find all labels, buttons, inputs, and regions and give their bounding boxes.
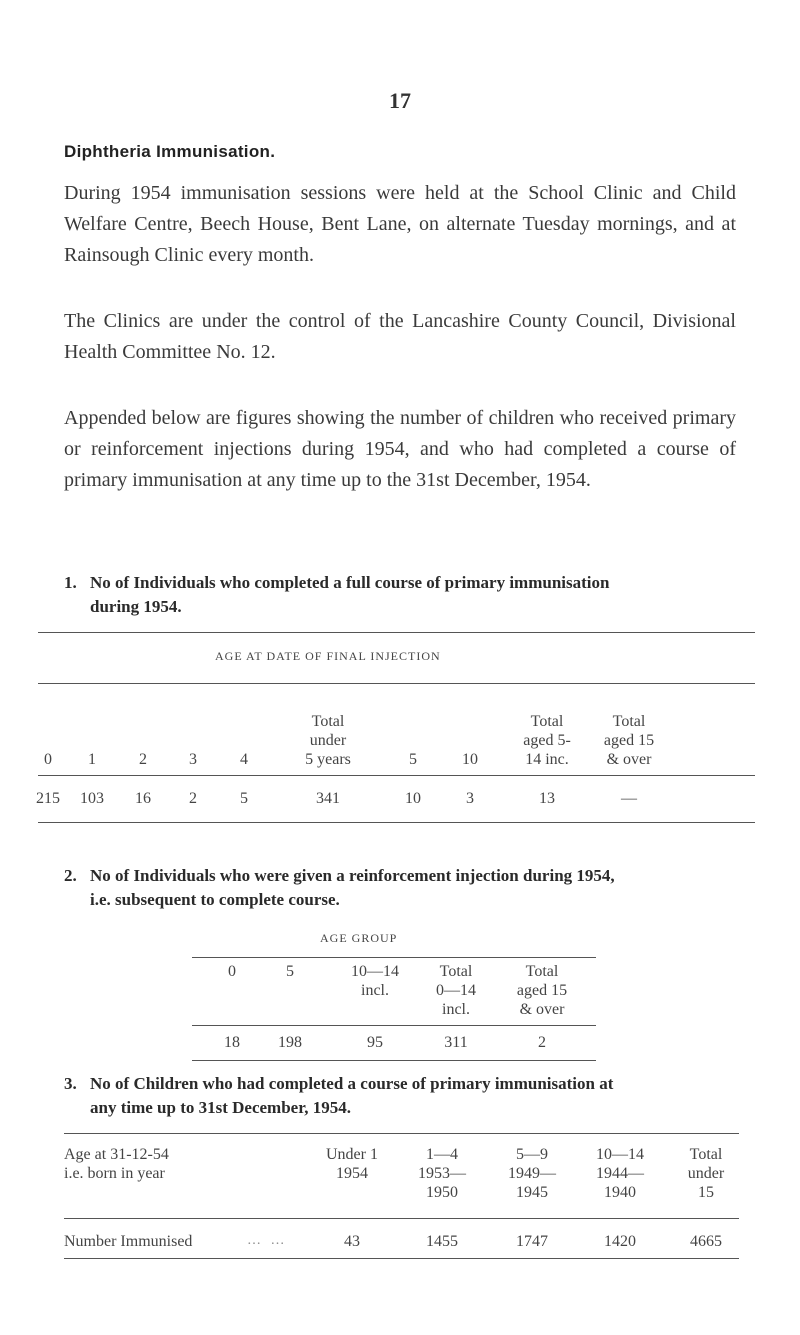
table-1-top-rule bbox=[38, 632, 755, 633]
table-2-value-cell: 198 bbox=[278, 1034, 302, 1051]
table-3-value-cell: 1747 bbox=[516, 1233, 548, 1250]
table-1-header-cell: 5 bbox=[409, 751, 417, 768]
table-3-header-cell: 1—4 1953— 1950 bbox=[418, 1146, 466, 1201]
table-1-header-cell: 4 bbox=[240, 751, 248, 768]
table-1-header-cell: Total aged 5- 14 inc. bbox=[523, 713, 571, 768]
table-1-value-cell: 103 bbox=[80, 790, 104, 807]
section-3-title-line1: No of Children who had completed a course of primary immunisation at bbox=[90, 1074, 614, 1093]
section-heading: Diphtheria Immunisation. bbox=[64, 142, 276, 161]
table-1-value-cell: 341 bbox=[316, 790, 340, 807]
table-3-bottom-rule bbox=[64, 1258, 739, 1259]
table-1-value-cell: 215 bbox=[36, 790, 60, 807]
paragraph-appended: Appended below are figures showing the number of children who received primary or reinforcement injections during 1954, and who had completed a course of primary immunisation at any time up to the 31st December, 1954. bbox=[64, 407, 736, 491]
table-2-value-cell: 2 bbox=[538, 1034, 546, 1051]
table-1-value-cell: 10 bbox=[405, 790, 421, 807]
section-1-number: 1. bbox=[64, 573, 77, 592]
table-3-value-cell: 1420 bbox=[604, 1233, 636, 1250]
table-3-row-label-age: Age at 31-12-54 i.e. born in year bbox=[64, 1146, 169, 1182]
section-3-title bbox=[64, 1072, 744, 1120]
page-number: 17 bbox=[389, 88, 411, 113]
table-3-value-cell: 1455 bbox=[426, 1233, 458, 1250]
table-1-value-cell: — bbox=[621, 790, 637, 807]
table-3-header-rule bbox=[64, 1218, 739, 1219]
section-1-title bbox=[64, 571, 744, 619]
table-1-caption-rule bbox=[38, 683, 755, 684]
table-3-header-cell: 10—14 1944— 1940 bbox=[596, 1146, 644, 1201]
table-1-value-cell: 2 bbox=[189, 790, 197, 807]
table-2-bottom-rule bbox=[192, 1060, 596, 1061]
section-2-title bbox=[64, 864, 744, 912]
paragraph-sessions: During 1954 immunisation sessions were held at the School Clinic and Child Welfare Centre, Beech House, Bent Lane, on alternate Tuesday mornings, and at Rainsough Clinic every month. bbox=[64, 182, 736, 266]
table-1-header-cell: 1 bbox=[88, 751, 96, 768]
table-2-header-cell: 0 bbox=[228, 963, 236, 980]
table-1-header-cell: 10 bbox=[462, 751, 478, 768]
table-1-caption: AGE AT DATE OF FINAL INJECTION bbox=[215, 649, 441, 663]
table-2-value-cell: 18 bbox=[224, 1034, 240, 1051]
table-1-header-rule bbox=[38, 775, 755, 776]
table-1-header-cell: 2 bbox=[139, 751, 147, 768]
section-3-title-line2: any time up to 31st December, 1954. bbox=[90, 1098, 351, 1117]
table-2-top-rule bbox=[192, 957, 596, 958]
table-3-header-cell: Under 1 1954 bbox=[326, 1146, 378, 1182]
table-3-header-cell: Total under 15 bbox=[687, 1146, 725, 1201]
table-1-value-cell: 13 bbox=[539, 790, 555, 807]
section-1-title-line2: during 1954. bbox=[90, 597, 182, 616]
table-2-header-cell: Total 0—14 incl. bbox=[436, 963, 476, 1018]
table-3-top-rule bbox=[64, 1133, 739, 1134]
table-3-value-cell: 43 bbox=[344, 1233, 360, 1250]
table-3-value-cell: 4665 bbox=[690, 1233, 722, 1250]
table-1-header-cell: Total aged 15 & over bbox=[603, 713, 655, 768]
table-2-value-cell: 95 bbox=[367, 1034, 383, 1051]
table-1-bottom-rule bbox=[38, 822, 755, 823]
table-1-header-cell: 3 bbox=[189, 751, 197, 768]
table-2-header-cell: Total aged 15 & over bbox=[516, 963, 568, 1018]
section-1-title-line1: No of Individuals who completed a full course of primary immunisation bbox=[90, 573, 610, 592]
table-2-value-cell: 311 bbox=[444, 1034, 468, 1051]
table-3-leader-dots: … … bbox=[247, 1233, 288, 1248]
table-1-header-cell: 0 bbox=[44, 751, 52, 768]
table-2-caption: AGE GROUP bbox=[320, 931, 398, 945]
table-1-value-cell: 5 bbox=[240, 790, 248, 807]
section-3-number: 3. bbox=[64, 1074, 77, 1093]
table-2-header-rule bbox=[192, 1025, 596, 1026]
table-3-row-label-number: Number Immunised bbox=[64, 1233, 193, 1250]
table-3-header-cell: 5—9 1949— 1945 bbox=[508, 1146, 556, 1201]
section-2-number: 2. bbox=[64, 866, 77, 885]
table-1-header-cell: Total under 5 years bbox=[305, 713, 351, 768]
table-1-value-cell: 3 bbox=[466, 790, 474, 807]
section-2-title-line1: No of Individuals who were given a reinforcement injection during 1954, bbox=[90, 866, 615, 885]
table-1-value-cell: 16 bbox=[135, 790, 151, 807]
table-2-header-cell: 10—14 incl. bbox=[351, 963, 399, 999]
table-2-header-cell: 5 bbox=[286, 963, 294, 980]
paragraph-control: The Clinics are under the control of the Lancashire County Council, Divisional Health Committee No. 12. bbox=[64, 310, 736, 363]
section-2-title-line2: i.e. subsequent to complete course. bbox=[90, 890, 340, 909]
